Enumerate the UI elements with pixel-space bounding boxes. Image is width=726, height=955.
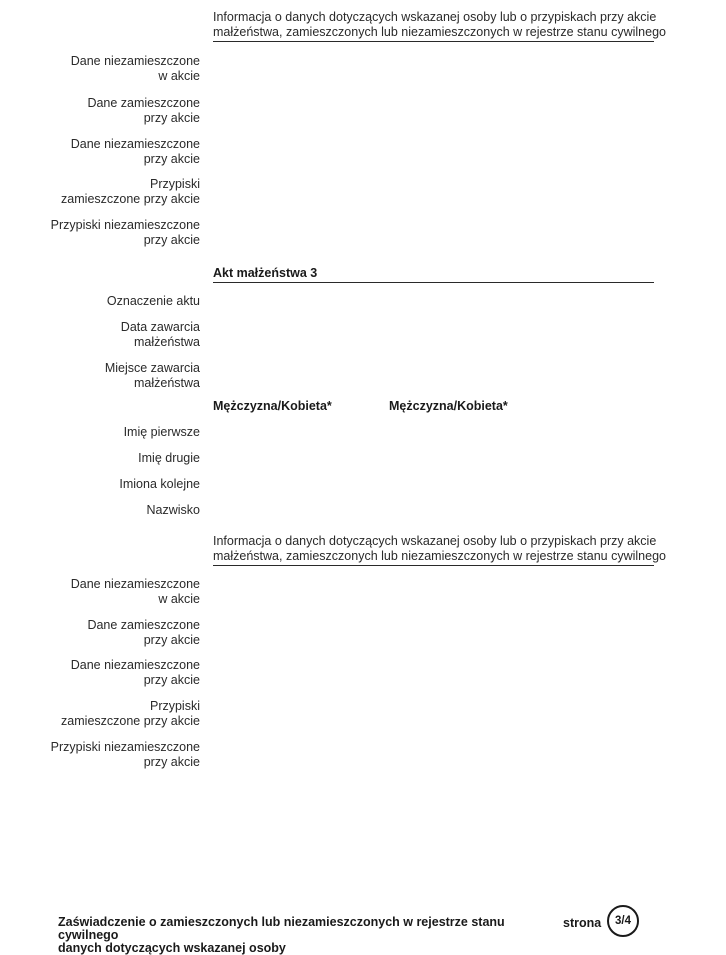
- section1-label-1: Dane zamieszczone przy akcie: [87, 96, 200, 125]
- section2-info-line1: Informacja o danych dotyczących wskazanej osoby lub o przypiskach przy akcie: [213, 534, 657, 548]
- gender-column-1: Mężczyzna/Kobieta*: [213, 399, 332, 413]
- page-label: strona: [563, 916, 602, 930]
- section1-info-line1: Informacja o danych dotyczących wskazanej osoby lub o przypiskach przy akcie: [213, 10, 657, 24]
- section1-info-line2: małżeństwa, zamieszczonych lub niezamieszczonych w rejestrze stanu cywilnego: [213, 25, 666, 39]
- gender-column-2: Mężczyzna/Kobieta*: [389, 399, 508, 413]
- footer-title: Zaświadczenie o zamieszczonych lub niezamieszczonych w rejestrze stanu cywilnego danych dotyczących wskazanej osoby: [58, 915, 505, 955]
- section2-label-2: Dane niezamieszczone przy akcie: [70, 658, 200, 687]
- person-label-other-names: Imiona kolejne: [119, 477, 200, 491]
- section2-label-3: Przypiski zamieszczone przy akcie: [61, 699, 200, 728]
- section2-info-header: [213, 534, 666, 566]
- section1-label-0: Dane niezamieszczone w akcie: [70, 54, 200, 83]
- section1-label-4: Przypiski niezamieszczone przy akcie: [50, 218, 200, 247]
- section2-label-4: Przypiski niezamieszczone przy akcie: [50, 740, 200, 769]
- section1-label-2: Dane niezamieszczone przy akcie: [70, 137, 200, 166]
- section2-label-1: Dane zamieszczone przy akcie: [87, 618, 200, 647]
- section2-label-0: Dane niezamieszczone w akcie: [70, 577, 200, 606]
- section1-label-3: Przypiski zamieszczone przy akcie: [61, 177, 200, 206]
- section2-info-line2: małżeństwa, zamieszczonych lub niezamieszczonych w rejestrze stanu cywilnego: [213, 549, 666, 563]
- act-title: Akt małżeństwa 3: [213, 266, 654, 283]
- person-label-second-name: Imię drugie: [138, 451, 200, 465]
- act-label-designation: Oznaczenie aktu: [106, 294, 200, 308]
- act-label-marriage-place: Miejsce zawarcia małżeństwa: [104, 361, 200, 390]
- act-label-marriage-date: Data zawarcia małżeństwa: [120, 320, 200, 349]
- person-label-first-name: Imię pierwsze: [123, 425, 200, 439]
- person-label-surname: Nazwisko: [146, 503, 200, 517]
- page-number-badge: 3/4: [607, 905, 639, 937]
- section1-info-header: [213, 10, 666, 42]
